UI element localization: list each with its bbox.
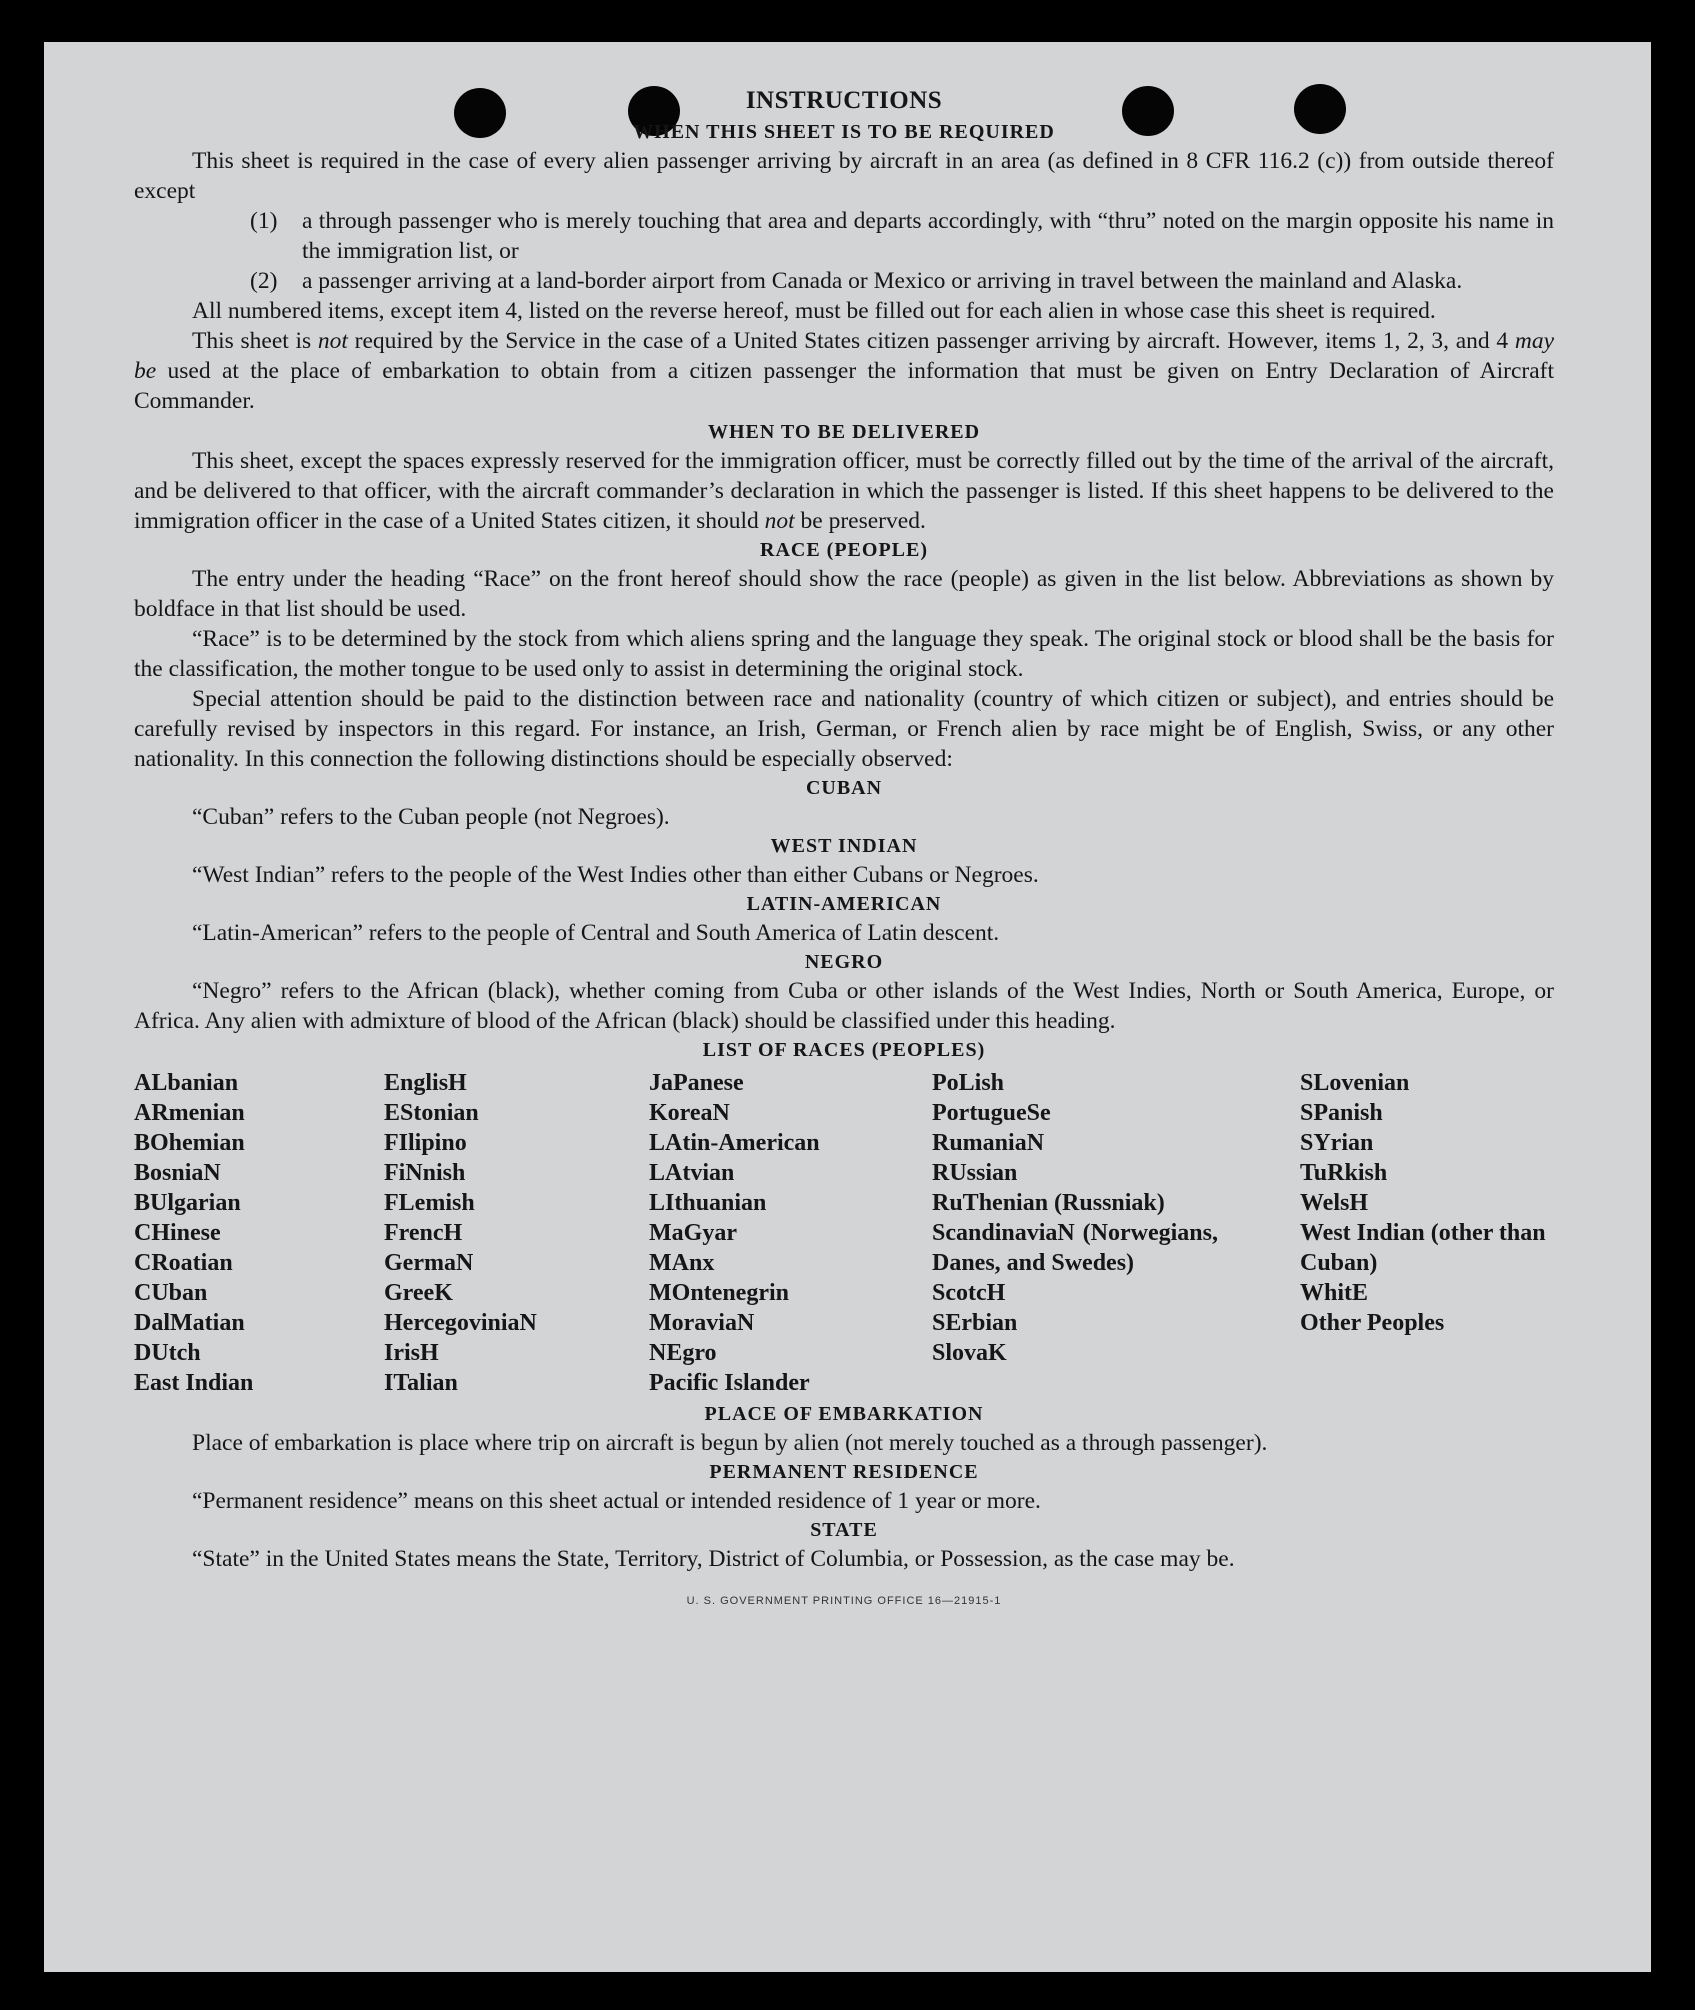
race-item: DUtch bbox=[134, 1340, 201, 1366]
race-item: JaPanese bbox=[649, 1070, 744, 1096]
race-paragraph-1: The entry under the heading “Race” on the front hereof should show the race (people) as given in the list below. Abbreviations as shown by boldface in that list should be used. bbox=[134, 566, 1554, 622]
heading-delivered: WHEN TO BE DELIVERED bbox=[707, 421, 981, 443]
heading-state: STATE bbox=[810, 1519, 878, 1541]
race-item: LAtin-American bbox=[649, 1130, 820, 1156]
citizen-emphasis-may: may be bbox=[134, 328, 1554, 384]
race-item: Other Peoples bbox=[1300, 1310, 1445, 1336]
race-item: ScandinaviaN (Norwegians, Danes, and Swedes) bbox=[932, 1220, 1218, 1276]
heading-cuban: CUBAN bbox=[805, 777, 883, 799]
cuban-text: “Cuban” refers to the Cuban people (not Negroes). bbox=[192, 804, 670, 830]
embarkation-text: Place of embarkation is place where trip on aircraft is begun by alien (not merely touched as a through passenger). bbox=[192, 1430, 1268, 1456]
race-item: MoraviaN bbox=[649, 1310, 755, 1336]
race-item: DalMatian bbox=[134, 1310, 245, 1336]
race-item: HercegoviniaN bbox=[384, 1310, 537, 1336]
west-indian-text: “West Indian” refers to the people of the West Indies other than either Cubans or Negroes. bbox=[192, 862, 1039, 888]
race-item: FrencH bbox=[384, 1220, 463, 1246]
race-item: ITalian bbox=[384, 1370, 458, 1396]
race-item: TuRkish bbox=[1300, 1160, 1388, 1186]
printing-office-footer: U. S. GOVERNMENT PRINTING OFFICE 16—21915-1 bbox=[686, 1595, 1002, 1607]
race-item: MOntenegrin bbox=[649, 1280, 789, 1306]
race-item: MaGyar bbox=[649, 1220, 737, 1246]
race-item: FiNnish bbox=[384, 1160, 466, 1186]
permanent-residence-text: “Permanent residence” means on this sheet actual or intended residence of 1 year or more. bbox=[192, 1488, 1041, 1514]
race-item: EnglisH bbox=[384, 1070, 467, 1096]
race-item: CUban bbox=[134, 1280, 208, 1306]
race-item: LAtvian bbox=[649, 1160, 735, 1186]
race-paragraph-3: Special attention should be paid to the distinction between race and nationality (country of which citizen or subject), and entries should be carefully revised by inspectors in this regard. For instance, an Irish, German, or French alien by race might be of English, Swiss, or any other nationality. In this connection the following distinctions should be especially observed: bbox=[134, 686, 1554, 772]
heading-race: RACE (PEOPLE) bbox=[760, 539, 928, 561]
state-text: “State” in the United States means the State, Territory, District of Columbia, or Possession, as the case may be. bbox=[192, 1546, 1235, 1572]
race-item: SPanish bbox=[1300, 1100, 1383, 1126]
citizen-text-b: required by the Service in the case of a United States citizen passenger arriving by aircraft. However, items 1, 2, 3, and 4 bbox=[347, 328, 1515, 354]
race-list bbox=[134, 1068, 1554, 1398]
race-item: SErbian bbox=[932, 1310, 1018, 1336]
heading-west-indian: WEST INDIAN bbox=[770, 835, 918, 857]
race-item: ScotcH bbox=[932, 1280, 1006, 1306]
race-column-3 bbox=[649, 1068, 932, 1398]
race-item: IrisH bbox=[384, 1340, 439, 1366]
race-item: BUlgarian bbox=[134, 1190, 241, 1216]
race-item: SlovaK bbox=[932, 1340, 1007, 1366]
race-column-4 bbox=[932, 1068, 1300, 1398]
exception-text: a passenger arriving at a land-border airport from Canada or Mexico or arriving in travel between the mainland and Alaska. bbox=[302, 268, 1463, 294]
delivered-text-a: This sheet, except the spaces expressly reserved for the immigration officer, must be correctly filled out by the time of the arrival of the aircraft, and be delivered to that officer, with the aircraft commander’s declaration in which the passenger is listed. If this sheet happens to be delivered to the immigration officer in the case of a United States citizen, it should bbox=[134, 448, 1554, 534]
heading-latin-american: LATIN-AMERICAN bbox=[746, 893, 942, 915]
race-item: MAnx bbox=[649, 1250, 715, 1276]
race-item: FLemish bbox=[384, 1190, 475, 1216]
race-column-2 bbox=[384, 1068, 649, 1398]
delivered-paragraph bbox=[134, 446, 1554, 536]
latin-american-text: “Latin-American” refers to the people of Central and South America of Latin descent. bbox=[192, 920, 1000, 946]
exception-number: (1) bbox=[250, 208, 278, 234]
race-column-5 bbox=[1300, 1068, 1554, 1398]
race-item: WelsH bbox=[1300, 1190, 1369, 1216]
race-item: CHinese bbox=[134, 1220, 221, 1246]
heading-required: WHEN THIS SHEET IS TO BE REQUIRED bbox=[633, 121, 1055, 143]
race-column-1 bbox=[134, 1068, 384, 1398]
delivered-emphasis-not: not bbox=[764, 508, 795, 534]
race-paragraph-2: “Race” is to be determined by the stock from which aliens spring and the language they speak. The original stock or blood shall be the basis for the classification, the mother tongue to be used only to assist in determining the original stock. bbox=[134, 626, 1554, 682]
race-item: PortugueSe bbox=[932, 1100, 1051, 1126]
race-item: West Indian (other than Cuban) bbox=[1300, 1220, 1546, 1276]
race-item: Pacific Islander bbox=[649, 1370, 810, 1396]
exception-item-1 bbox=[250, 206, 1554, 266]
race-item: FIlipino bbox=[384, 1130, 467, 1156]
required-intro: This sheet is required in the case of every alien passenger arriving by aircraft in an area (as defined in 8 CFR 116.2 (c)) from outside thereof except bbox=[134, 148, 1554, 204]
citizen-text-a: This sheet is bbox=[192, 328, 318, 354]
race-item: RumaniaN bbox=[932, 1130, 1045, 1156]
race-item: LIthuanian bbox=[649, 1190, 767, 1216]
exception-text: a through passenger who is merely touching that area and departs accordingly, with “thru” noted on the margin opposite his name in the immigration list, or bbox=[302, 208, 1554, 264]
heading-embarkation: PLACE OF EMBARKATION bbox=[704, 1403, 984, 1425]
race-item: NEgro bbox=[649, 1340, 717, 1366]
race-item: BosniaN bbox=[134, 1160, 221, 1186]
race-item: BOhemian bbox=[134, 1130, 245, 1156]
negro-text: “Negro” refers to the African (black), whether coming from Cuba or other islands of the West Indies, North or South America, Europe, or Africa. Any alien with admixture of blood of the African (black) should be classified under this heading. bbox=[134, 978, 1554, 1034]
page-title: INSTRUCTIONS bbox=[745, 87, 943, 114]
race-item: RUssian bbox=[932, 1160, 1018, 1186]
race-item: SYrian bbox=[1300, 1130, 1374, 1156]
race-item: East Indian bbox=[134, 1370, 254, 1396]
heading-negro: NEGRO bbox=[804, 951, 884, 973]
heading-permanent-residence: PERMANENT RESIDENCE bbox=[709, 1461, 979, 1483]
race-item: EStonian bbox=[384, 1100, 479, 1126]
exception-number: (2) bbox=[250, 268, 278, 294]
race-item: ARmenian bbox=[134, 1100, 245, 1126]
race-item: GreeK bbox=[384, 1280, 453, 1306]
race-item: CRoatian bbox=[134, 1250, 233, 1276]
numbered-items-paragraph: All numbered items, except item 4, listed on the reverse hereof, must be filled out for each alien in whose case this sheet is required. bbox=[192, 298, 1436, 324]
exception-item-2 bbox=[250, 266, 1554, 296]
race-item: WhitE bbox=[1300, 1280, 1369, 1306]
race-item: ALbanian bbox=[134, 1070, 239, 1096]
citizen-text-c: used at the place of embarkation to obtain from a citizen passenger the information that must be given on Entry Declaration of Aircraft Commander. bbox=[134, 358, 1554, 414]
race-item: SLovenian bbox=[1300, 1070, 1410, 1096]
citizen-paragraph bbox=[134, 326, 1554, 416]
race-item: PoLish bbox=[932, 1070, 1005, 1096]
race-item: GermaN bbox=[384, 1250, 474, 1276]
race-item: RuThenian (Russniak) bbox=[932, 1190, 1165, 1216]
document-body bbox=[134, 84, 1554, 1616]
delivered-text-b: be preserved. bbox=[794, 508, 926, 534]
race-item: KoreaN bbox=[649, 1100, 730, 1126]
citizen-emphasis-not: not bbox=[317, 328, 348, 354]
heading-list-of-races: LIST OF RACES (PEOPLES) bbox=[702, 1039, 986, 1061]
